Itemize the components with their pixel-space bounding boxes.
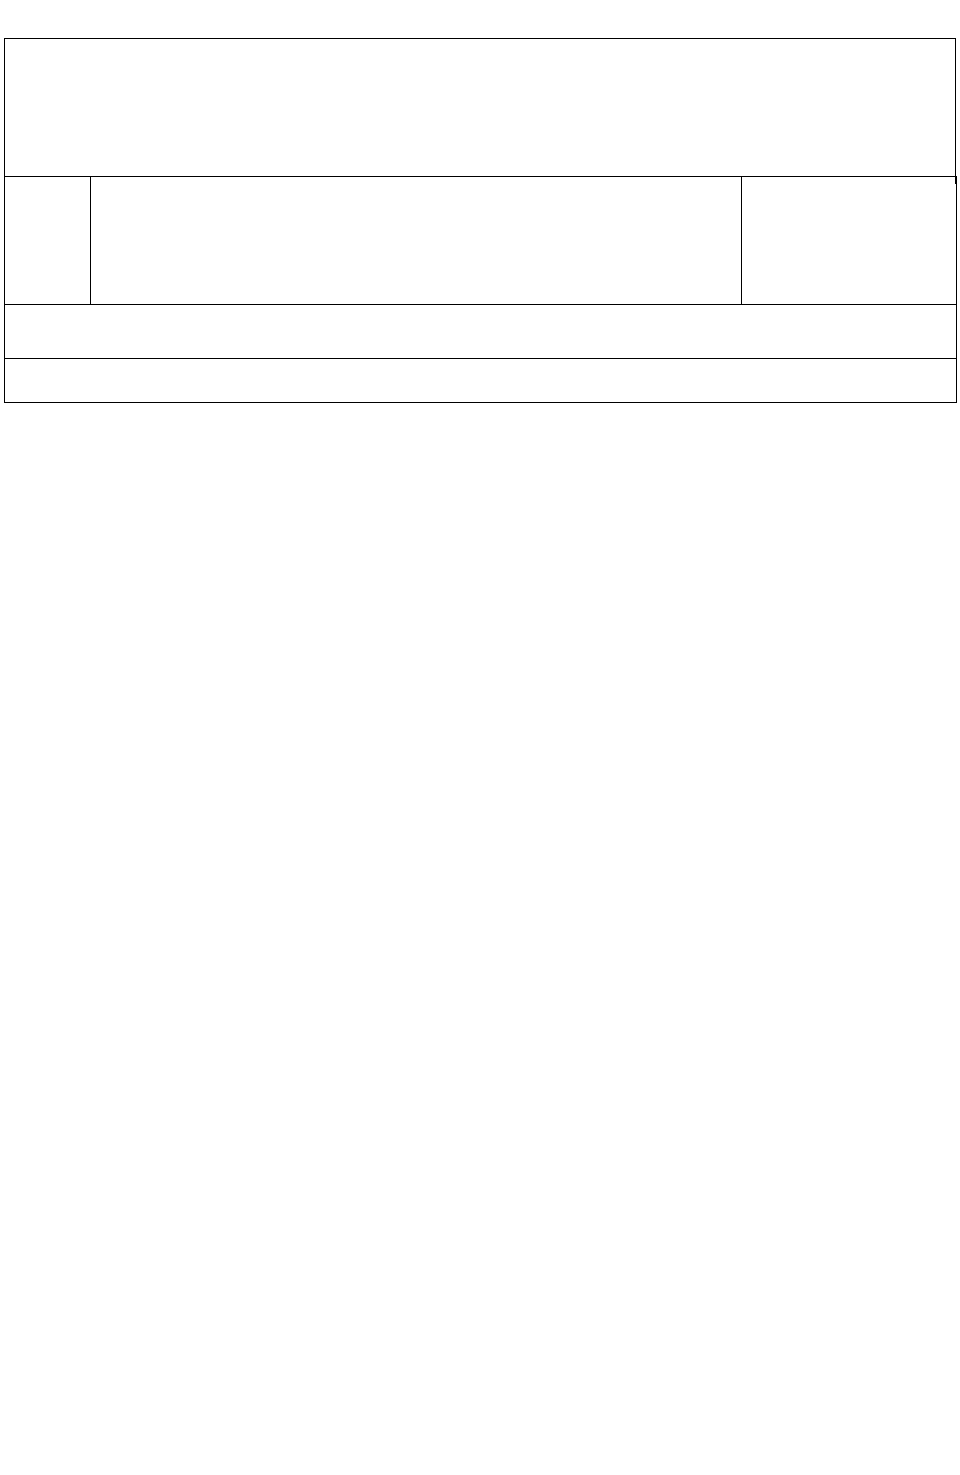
section-row-knowledge: [5, 305, 957, 359]
program-header: [4, 38, 956, 184]
section-title-knowledge: [5, 305, 957, 359]
learning-outcomes-table: [4, 176, 957, 403]
description-header: [91, 177, 742, 305]
section-row-skills: [5, 359, 957, 403]
symbol-header: [5, 177, 91, 305]
section-title-skills: [5, 359, 957, 403]
reference-header: [742, 177, 957, 305]
column-header-row: [5, 177, 957, 305]
